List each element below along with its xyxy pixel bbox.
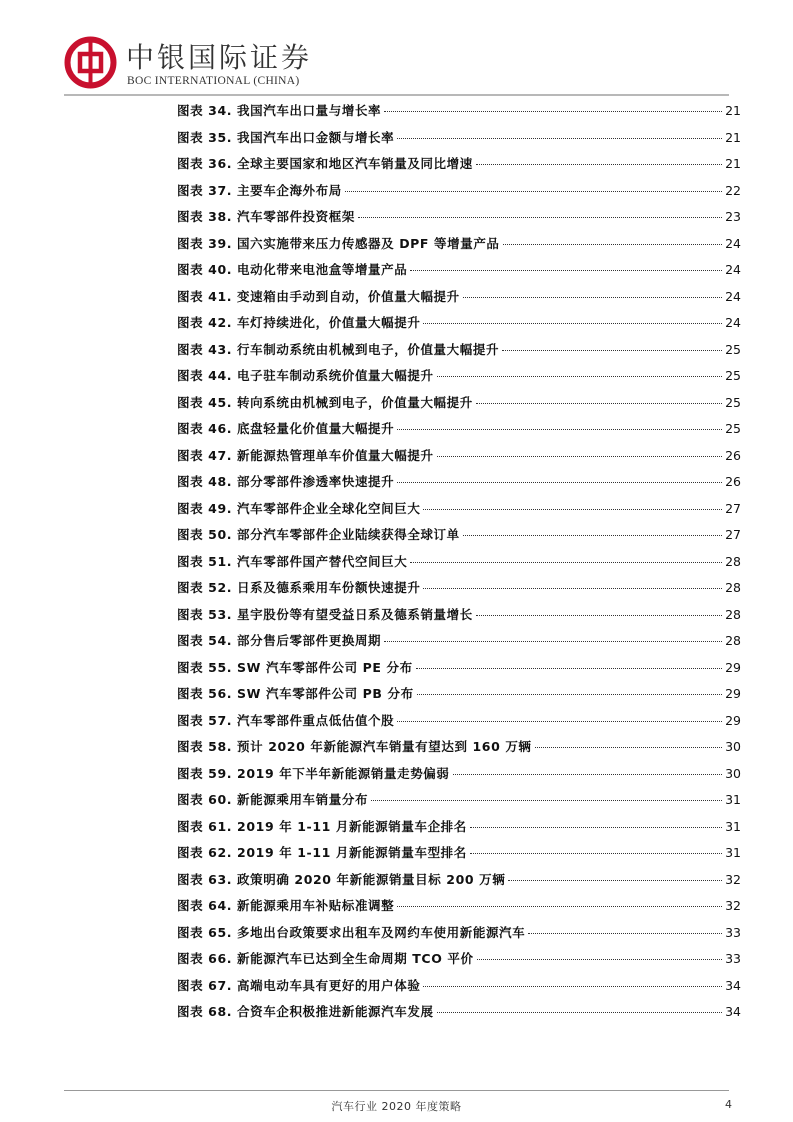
- toc-entry[interactable]: [177, 628, 741, 655]
- toc-entry-page[interactable]: 24: [725, 315, 741, 330]
- toc-entry[interactable]: [177, 443, 741, 470]
- toc-entry[interactable]: [177, 522, 741, 549]
- toc-entry[interactable]: [177, 125, 741, 152]
- toc-entry[interactable]: [177, 416, 741, 443]
- toc-entry-title[interactable]: 图表 57. 汽车零部件重点低估值个股: [177, 712, 395, 728]
- toc-dot-leader: [437, 456, 722, 457]
- toc-entry-title[interactable]: 图表 47. 新能源热管理单车价值量大幅提升: [177, 447, 434, 463]
- toc-dot-leader: [397, 906, 722, 907]
- toc-entry[interactable]: [177, 575, 741, 602]
- toc-entry-page[interactable]: 23: [725, 209, 741, 224]
- toc-entry-title[interactable]: 图表 53. 星宇股份等有望受益日系及德系销量增长: [177, 606, 473, 622]
- toc-entry[interactable]: [177, 257, 741, 284]
- toc-entry[interactable]: [177, 973, 741, 1000]
- toc-dot-leader: [463, 535, 722, 536]
- toc-entry-page[interactable]: 34: [725, 977, 741, 993]
- toc-entry[interactable]: [177, 98, 741, 125]
- toc-entry-page[interactable]: 33: [725, 924, 741, 940]
- toc-entry-page[interactable]: 27: [725, 500, 741, 516]
- toc-dot-leader: [384, 641, 722, 642]
- toc-entry-page[interactable]: 29: [725, 712, 741, 728]
- toc-entry-page[interactable]: 21: [725, 103, 741, 118]
- toc-entry-title[interactable]: 图表 59. 2019 年下半年新能源销量走势偏弱: [177, 765, 450, 781]
- toc-entry-page[interactable]: 24: [725, 288, 741, 304]
- footer-page-number: 4: [725, 1098, 732, 1111]
- toc-entry-page[interactable]: 21: [725, 156, 741, 171]
- toc-dot-leader: [453, 774, 723, 775]
- toc-entry[interactable]: [177, 867, 741, 894]
- toc-entry[interactable]: [177, 761, 741, 788]
- toc-entry-page[interactable]: 31: [725, 792, 741, 807]
- toc-entry-title[interactable]: 图表 68. 合资车企积极推进新能源汽车发展: [177, 1004, 434, 1019]
- toc-entry[interactable]: [177, 920, 741, 947]
- toc-dot-leader: [397, 138, 722, 139]
- header-divider: [64, 94, 729, 96]
- toc-entry-page[interactable]: 32: [725, 898, 741, 913]
- toc-entry-page[interactable]: 28: [725, 580, 741, 595]
- toc-entry[interactable]: [177, 204, 741, 231]
- toc-entry[interactable]: [177, 840, 741, 867]
- toc-dot-leader: [476, 164, 722, 165]
- toc-dot-leader: [437, 1012, 722, 1013]
- toc-entry-title[interactable]: 图表 39. 国六实施带来压力传感器及 DPF 等增量产品: [177, 235, 500, 251]
- toc-entry[interactable]: [177, 814, 741, 841]
- toc-entry-page[interactable]: 28: [725, 606, 741, 622]
- footer-report-title: 汽车行业 2020 年度策略: [331, 1100, 462, 1113]
- toc-entry-title[interactable]: 图表 41. 变速箱由手动到自动，价值量大幅提升: [177, 288, 460, 304]
- toc-entry[interactable]: [177, 469, 741, 496]
- toc-dot-leader: [423, 986, 722, 987]
- toc-entry-title[interactable]: 图表 56. SW 汽车零部件公司 PB 分布: [177, 686, 414, 701]
- toc-entry[interactable]: [177, 390, 741, 417]
- toc-entry-page[interactable]: 30: [725, 739, 741, 754]
- toc-dot-leader: [423, 323, 722, 324]
- toc-dot-leader: [417, 694, 722, 695]
- toc-entry-title[interactable]: 图表 66. 新能源汽车已达到全生命周期 TCO 平价: [177, 951, 474, 966]
- toc-entry[interactable]: [177, 602, 741, 629]
- toc-entry-title[interactable]: 图表 61. 2019 年 1-11 月新能源销量车企排名: [177, 818, 467, 834]
- toc-entry-title[interactable]: 图表 62. 2019 年 1-11 月新能源销量车型排名: [177, 845, 467, 860]
- toc-dot-leader: [345, 191, 722, 192]
- toc-entry-title[interactable]: 图表 65. 多地出台政策要求出租车及网约车使用新能源汽车: [177, 924, 526, 940]
- boc-logo-icon: [64, 36, 117, 89]
- toc-entry-title[interactable]: 图表 67. 高端电动车具有更好的用户体验: [177, 977, 421, 993]
- toc-entry[interactable]: [177, 496, 741, 523]
- toc-entry[interactable]: [177, 681, 741, 708]
- toc-entry-page[interactable]: 24: [725, 262, 741, 277]
- toc-entry[interactable]: [177, 999, 741, 1026]
- toc-dot-leader: [463, 297, 722, 298]
- toc-dot-leader: [358, 217, 722, 218]
- toc-dot-leader: [437, 376, 722, 377]
- toc-entry-title[interactable]: 图表 60. 新能源乘用车销量分布: [177, 792, 369, 807]
- toc-dot-leader: [416, 668, 722, 669]
- toc-entry-title[interactable]: 图表 35. 我国汽车出口金额与增长率: [177, 129, 395, 145]
- toc-entry[interactable]: [177, 363, 741, 390]
- toc-entry-title[interactable]: 图表 46. 底盘轻量化价值量大幅提升: [177, 421, 395, 436]
- toc-entry-title[interactable]: 图表 52. 日系及德系乘用车份额快速提升: [177, 580, 421, 595]
- toc-entry-page[interactable]: 26: [725, 447, 741, 463]
- toc-dot-leader: [397, 721, 722, 722]
- toc-entry-page[interactable]: 29: [725, 659, 741, 675]
- toc-dot-leader: [476, 403, 722, 404]
- toc-entry-page[interactable]: 25: [725, 394, 741, 410]
- toc-entry[interactable]: [177, 734, 741, 761]
- toc-entry-page[interactable]: 31: [725, 818, 741, 834]
- toc-entry-title[interactable]: 图表 64. 新能源乘用车补贴标准调整: [177, 898, 395, 913]
- toc-entry-title[interactable]: 图表 55. SW 汽车零部件公司 PE 分布: [177, 659, 413, 675]
- toc-entry-page[interactable]: 32: [725, 871, 741, 887]
- toc-entry-title[interactable]: 图表 42. 车灯持续进化，价值量大幅提升: [177, 315, 421, 330]
- toc-entry-title[interactable]: 图表 63. 政策明确 2020 年新能源销量目标 200 万辆: [177, 871, 506, 887]
- toc-entry-title[interactable]: 图表 50. 部分汽车零部件企业陆续获得全球订单: [177, 527, 460, 542]
- toc-entry-title[interactable]: 图表 54. 部分售后零部件更换周期: [177, 633, 382, 648]
- toc-entry-page[interactable]: 26: [725, 474, 741, 489]
- toc-entry-title[interactable]: 图表 43. 行车制动系统由机械到电子，价值量大幅提升: [177, 341, 500, 357]
- toc-dot-leader: [397, 482, 722, 483]
- toc-entry-page[interactable]: 28: [725, 553, 741, 569]
- toc-dot-leader: [423, 588, 722, 589]
- toc-entry[interactable]: [177, 337, 741, 364]
- brand-name-en: BOC INTERNATIONAL (CHINA): [127, 75, 300, 87]
- toc-entry-page[interactable]: 25: [725, 368, 741, 383]
- toc-entry[interactable]: [177, 708, 741, 735]
- toc-dot-leader: [470, 827, 722, 828]
- toc-entry[interactable]: [177, 655, 741, 682]
- toc-dot-leader: [397, 429, 722, 430]
- toc-entry-page[interactable]: 34: [725, 1004, 741, 1019]
- toc-entry[interactable]: [177, 946, 741, 973]
- toc-dot-leader: [535, 747, 722, 748]
- toc-dot-leader: [470, 853, 722, 854]
- toc-dot-leader: [410, 270, 722, 271]
- toc-entry-title[interactable]: 图表 34. 我国汽车出口量与增长率: [177, 103, 382, 118]
- table-of-figures: [177, 98, 741, 1026]
- toc-entry[interactable]: [177, 787, 741, 814]
- toc-entry-page[interactable]: 24: [725, 235, 741, 251]
- footer-divider: [64, 1090, 729, 1091]
- toc-entry[interactable]: [177, 231, 741, 258]
- toc-entry-page[interactable]: 25: [725, 341, 741, 357]
- brand-name-cn: 中银国际证券: [126, 41, 313, 74]
- toc-entry[interactable]: [177, 893, 741, 920]
- toc-dot-leader: [384, 111, 722, 112]
- toc-dot-leader: [508, 880, 722, 881]
- toc-dot-leader: [477, 959, 722, 960]
- toc-dot-leader: [476, 615, 722, 616]
- toc-entry[interactable]: [177, 310, 741, 337]
- toc-entry-page[interactable]: 29: [725, 686, 741, 701]
- toc-dot-leader: [502, 350, 722, 351]
- toc-entry-page[interactable]: 25: [725, 421, 741, 436]
- toc-dot-leader: [371, 800, 722, 801]
- toc-entry-title[interactable]: 图表 36. 全球主要国家和地区汽车销量及同比增速: [177, 156, 473, 171]
- toc-entry-page[interactable]: 22: [725, 182, 741, 198]
- toc-entry[interactable]: [177, 151, 741, 178]
- toc-dot-leader: [503, 244, 722, 245]
- toc-entry-page[interactable]: 28: [725, 633, 741, 648]
- toc-entry-title[interactable]: 图表 51. 汽车零部件国产替代空间巨大: [177, 553, 408, 569]
- toc-entry-page[interactable]: 30: [725, 765, 741, 781]
- toc-entry-page[interactable]: 31: [725, 845, 741, 860]
- toc-entry-title[interactable]: 图表 40. 电动化带来电池盒等增量产品: [177, 262, 408, 277]
- toc-entry-title[interactable]: 图表 37. 主要车企海外布局: [177, 182, 342, 198]
- toc-dot-leader: [528, 933, 722, 934]
- toc-entry[interactable]: [177, 178, 741, 205]
- toc-entry-title[interactable]: 图表 44. 电子驻车制动系统价值量大幅提升: [177, 368, 434, 383]
- toc-entry-page[interactable]: 27: [725, 527, 741, 542]
- toc-entry-page[interactable]: 33: [725, 951, 741, 966]
- toc-entry-title[interactable]: 图表 48. 部分零部件渗透率快速提升: [177, 474, 395, 489]
- toc-entry-title[interactable]: 图表 49. 汽车零部件企业全球化空间巨大: [177, 500, 421, 516]
- toc-entry[interactable]: [177, 549, 741, 576]
- toc-entry-page[interactable]: 21: [725, 129, 741, 145]
- toc-entry[interactable]: [177, 284, 741, 311]
- toc-entry-title[interactable]: 图表 58. 预计 2020 年新能源汽车销量有望达到 160 万辆: [177, 739, 532, 754]
- toc-dot-leader: [410, 562, 722, 563]
- toc-entry-title[interactable]: 图表 38. 汽车零部件投资框架: [177, 209, 355, 224]
- toc-dot-leader: [423, 509, 722, 510]
- toc-entry-title[interactable]: 图表 45. 转向系统由机械到电子，价值量大幅提升: [177, 394, 473, 410]
